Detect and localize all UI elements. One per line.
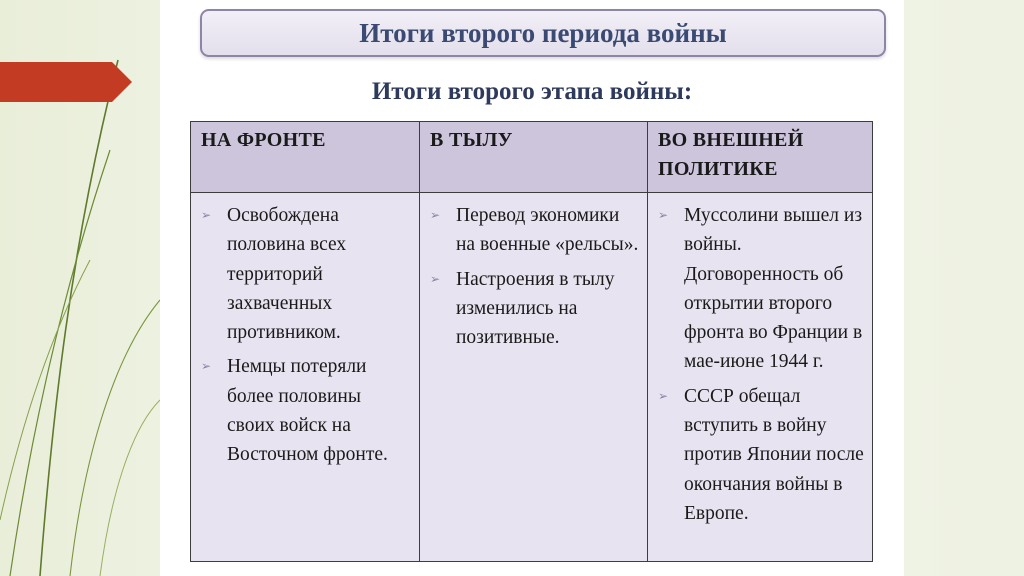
column-header-rear: В ТЫЛУ (420, 122, 648, 193)
list-item: ➢ Настроения в тылу изменились на позитивные. (426, 265, 641, 353)
deco-curve-2 (10, 150, 110, 576)
list-rear (426, 201, 641, 352)
list-item: ➢ Перевод экономики на военные «рельсы». (426, 201, 641, 260)
deco-curve-4 (0, 260, 90, 520)
cell-foreign-policy (648, 193, 873, 562)
list-item: ➢ Освобождена половина всех территорий захваченных противником. (197, 201, 413, 347)
arrow-right-icon: ➢ (658, 208, 669, 222)
arrow-right-icon: ➢ (201, 359, 212, 374)
list-item: ➢ Немцы потеряли более половины своих войск на Восточном фронте. (197, 352, 413, 469)
list-foreign-policy (654, 201, 866, 528)
list-front (197, 201, 413, 470)
list-item: ➢ Муссолини вышел из войны. Договоренность об открытии второго фронта во Франции в мае-июне 1944 г. (654, 201, 866, 377)
deco-curve-1 (40, 60, 118, 576)
accent-arrow-shape (0, 62, 132, 102)
deco-curve-3 (70, 300, 160, 576)
section-subtitle: Итоги второго этапа войны: (371, 78, 693, 105)
arrow-right-icon: ➢ (658, 388, 669, 403)
column-header-foreign-policy: ВО ВНЕШНЕЙ ПОЛИТИКЕ (648, 122, 873, 193)
page-title: Итоги второго периода войны (359, 17, 727, 48)
cell-rear (420, 193, 648, 562)
results-table (190, 121, 873, 562)
arrow-right-icon: ➢ (430, 271, 441, 286)
list-item: ➢ СССР обещал вступить в войну против Японии после окончания войны в Европе. (654, 382, 866, 528)
table-header-row (191, 122, 873, 193)
deco-curve-5 (100, 400, 160, 576)
title-banner (200, 9, 886, 57)
arrow-right-icon: ➢ (201, 208, 212, 222)
cell-front (191, 193, 420, 562)
arrow-right-icon: ➢ (430, 208, 441, 222)
table-row (191, 193, 873, 562)
column-header-front: НА ФРОНТЕ (191, 122, 420, 193)
